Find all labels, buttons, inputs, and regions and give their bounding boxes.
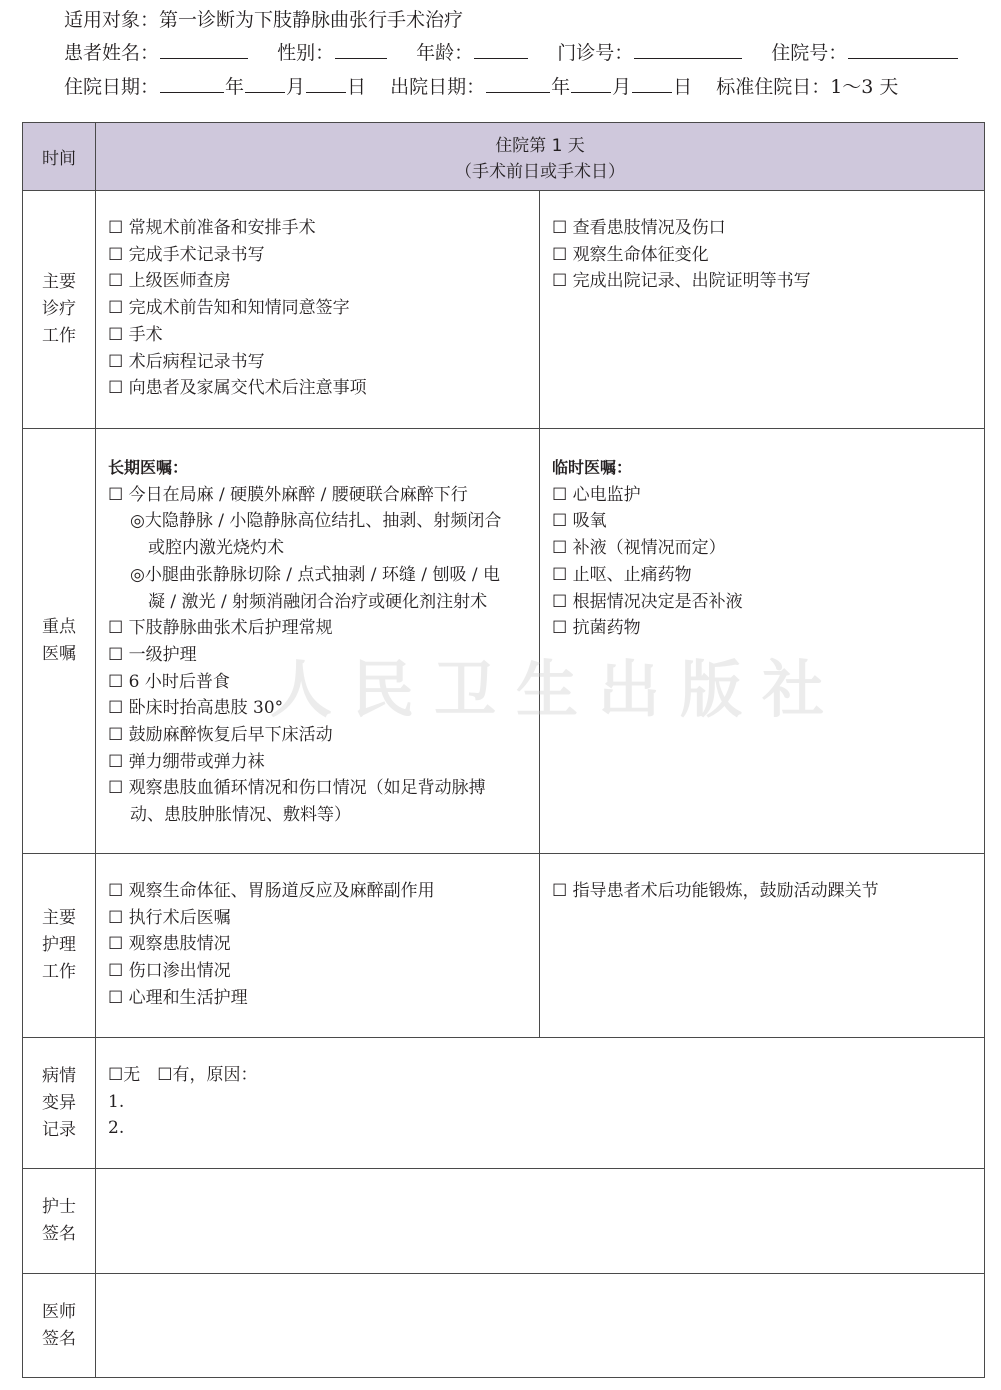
- temporary-orders-title: 临时医嘱：: [552, 458, 633, 477]
- label-line: 医师: [42, 1301, 76, 1322]
- checklist-item[interactable]: ☐ 上级医师查房: [108, 271, 231, 292]
- diagnosis-right-cell: [540, 191, 985, 429]
- checklist-item[interactable]: ☐ 完成出院记录、出院证明等书写: [552, 271, 811, 292]
- label-line: 重点: [42, 617, 76, 637]
- orders-row: [23, 429, 985, 854]
- clinic-no-label: 门诊号：: [557, 42, 634, 64]
- checklist-item[interactable]: ☐ 心理和生活护理: [108, 987, 248, 1008]
- sub-option[interactable]: ◎大隐静脉 / 小隐静脉高位结扎、抽剥、射频闭合: [130, 511, 502, 532]
- discharge-month-field[interactable]: [571, 74, 611, 93]
- orders-label: [23, 429, 96, 854]
- checklist-item[interactable]: ☐ 观察生命体征、胃肠道反应及麻醉副作用: [108, 881, 435, 901]
- admit-year-field[interactable]: [160, 74, 224, 93]
- discharge-day-unit: 日: [673, 76, 693, 98]
- day-header: [96, 123, 985, 191]
- label-line: 医嘱: [42, 644, 76, 664]
- variation-row: [23, 1038, 985, 1169]
- doctor-sign-label: [23, 1274, 96, 1378]
- variation-label: [23, 1038, 96, 1169]
- age-label: 年龄：: [416, 42, 474, 64]
- admit-month-field[interactable]: [245, 74, 285, 93]
- label-line: 主要: [42, 908, 76, 928]
- label-line: 主要: [42, 272, 76, 292]
- checklist-item[interactable]: ☐ 查看患肢情况及伤口: [552, 218, 726, 238]
- patient-name-field[interactable]: [160, 40, 248, 59]
- label-line: 签名: [42, 1328, 76, 1349]
- checklist-item[interactable]: ☐ 术后病程记录书写: [108, 351, 265, 372]
- date-line: [64, 73, 898, 101]
- checklist-item[interactable]: ☐ 指导患者术后功能锻炼，鼓励活动踝关节: [552, 881, 879, 901]
- sub-option-cont: 或腔内激光烧灼术: [148, 538, 284, 559]
- doctor-signature-field[interactable]: [96, 1274, 985, 1378]
- standard-stay-text: 标准住院日：1～3 天: [716, 76, 899, 98]
- temporary-orders-cell: [540, 429, 985, 854]
- discharge-day-field[interactable]: [632, 74, 672, 93]
- checklist-item[interactable]: ☐ 向患者及家属交代术后注意事项: [108, 378, 367, 399]
- doctor-sign-row: [23, 1274, 985, 1378]
- long-term-orders-title: 长期医嘱：: [108, 458, 189, 477]
- checklist-item[interactable]: ☐ 弹力绷带或弹力袜: [108, 751, 265, 772]
- nursing-label: [23, 854, 96, 1038]
- admit-year-unit: 年: [225, 76, 245, 98]
- diagnosis-row: [23, 191, 985, 429]
- admit-day-unit: 日: [347, 76, 367, 98]
- variation-cell: [96, 1038, 985, 1169]
- discharge-month-unit: 月: [612, 76, 632, 98]
- label-line: 工作: [42, 962, 76, 982]
- variation-reason-1[interactable]: 1.: [108, 1091, 125, 1112]
- long-term-orders-cell: [96, 429, 540, 854]
- label-line: 签名: [42, 1224, 76, 1244]
- checklist-item[interactable]: ☐ 今日在局麻 / 硬膜外麻醉 / 腰硬联合麻醉下行: [108, 484, 468, 505]
- nursing-row: [23, 854, 985, 1038]
- checklist-item[interactable]: ☐ 鼓励麻醉恢复后早下床活动: [108, 725, 333, 746]
- patient-name-label: 患者姓名：: [64, 42, 160, 64]
- checklist-item[interactable]: ☐ 手术: [108, 324, 163, 345]
- checklist-item[interactable]: ☐ 观察患肢血循环情况和伤口情况（如足背动脉搏: [108, 778, 486, 799]
- checklist-item[interactable]: ☐ 抗菌药物: [552, 618, 641, 639]
- sub-option[interactable]: ◎小腿曲张静脉切除 / 点式抽剥 / 环缝 / 刨吸 / 电: [130, 564, 500, 585]
- day-title: 住院第 1 天: [495, 136, 585, 156]
- gender-label: 性别：: [277, 42, 335, 64]
- variation-reason-2[interactable]: 2.: [108, 1118, 125, 1139]
- checklist-item[interactable]: ☐ 完成术前告知和知情同意签字: [108, 298, 350, 319]
- admit-month-unit: 月: [286, 76, 306, 98]
- checklist-item[interactable]: ☐ 常规术前准备和安排手术: [108, 218, 316, 238]
- checklist-item[interactable]: ☐ 执行术后医嘱: [108, 907, 231, 928]
- table-header-row: [23, 123, 985, 191]
- label-line: 记录: [42, 1119, 76, 1140]
- checklist-item[interactable]: ☐ 6 小时后普食: [108, 671, 230, 692]
- nurse-sign-label: [23, 1169, 96, 1274]
- variation-choice[interactable]: ☐无 ☐有，原因：: [108, 1065, 258, 1085]
- diagnosis-left-cell: [96, 191, 540, 429]
- day-subtitle: （手术前日或手术日）: [455, 162, 625, 182]
- label-line: 护士: [42, 1197, 76, 1217]
- checklist-item[interactable]: ☐ 观察患肢情况: [108, 934, 231, 955]
- nurse-sign-row: [23, 1169, 985, 1274]
- label-line: 诊疗: [42, 299, 76, 319]
- diagnosis-label: [23, 191, 96, 429]
- checklist-item[interactable]: ☐ 完成手术记录书写: [108, 244, 265, 265]
- nursing-left-cell: [96, 854, 540, 1038]
- gender-field[interactable]: [335, 40, 387, 59]
- discharge-year-field[interactable]: [486, 74, 550, 93]
- time-header: 时间: [23, 123, 96, 191]
- checklist-item[interactable]: ☐ 下肢静脉曲张术后护理常规: [108, 618, 333, 639]
- checklist-item[interactable]: ☐ 根据情况决定是否补液: [552, 591, 743, 612]
- pathway-table: [22, 122, 985, 1378]
- publisher-watermark: 人民卫生出版社: [270, 653, 845, 726]
- applicable-text: 适用对象：第一诊断为下肢静脉曲张行手术治疗: [64, 9, 464, 31]
- checklist-item[interactable]: ☐ 观察生命体征变化: [552, 244, 709, 265]
- checklist-item-cont: 动、患肢肿胀情况、敷料等）: [130, 805, 351, 826]
- checklist-item[interactable]: ☐ 吸氧: [552, 511, 607, 532]
- checklist-item[interactable]: ☐ 止呕、止痛药物: [552, 564, 692, 585]
- sub-option-cont: 凝 / 激光 / 射频消融闭合治疗或硬化剂注射术: [148, 591, 488, 612]
- label-line: 变异: [42, 1092, 76, 1113]
- checklist-item[interactable]: ☐ 伤口渗出情况: [108, 961, 231, 982]
- label-line: 工作: [42, 326, 76, 346]
- label-line: 护理: [42, 935, 76, 955]
- nursing-right-cell: [540, 854, 985, 1038]
- discharge-date-label: 出院日期：: [390, 76, 486, 98]
- label-line: 病情: [42, 1065, 76, 1086]
- checklist-item[interactable]: ☐ 卧床时抬高患肢 30°: [108, 698, 284, 719]
- checklist-item[interactable]: ☐ 补液（视情况而定）: [552, 538, 726, 559]
- admit-day-field[interactable]: [306, 74, 346, 93]
- discharge-year-unit: 年: [551, 76, 571, 98]
- inpatient-no-label: 住院号：: [771, 42, 848, 64]
- patient-info-line: [64, 39, 959, 67]
- age-field[interactable]: [474, 40, 528, 59]
- clinic-no-field[interactable]: [634, 40, 742, 59]
- nurse-signature-field[interactable]: [96, 1169, 985, 1274]
- checklist-item[interactable]: ☐ 心电监护: [552, 484, 641, 505]
- checklist-item[interactable]: ☐ 一级护理: [108, 644, 197, 665]
- applicable-line: [64, 6, 463, 34]
- admit-date-label: 住院日期：: [64, 76, 160, 98]
- inpatient-no-field[interactable]: [848, 40, 958, 59]
